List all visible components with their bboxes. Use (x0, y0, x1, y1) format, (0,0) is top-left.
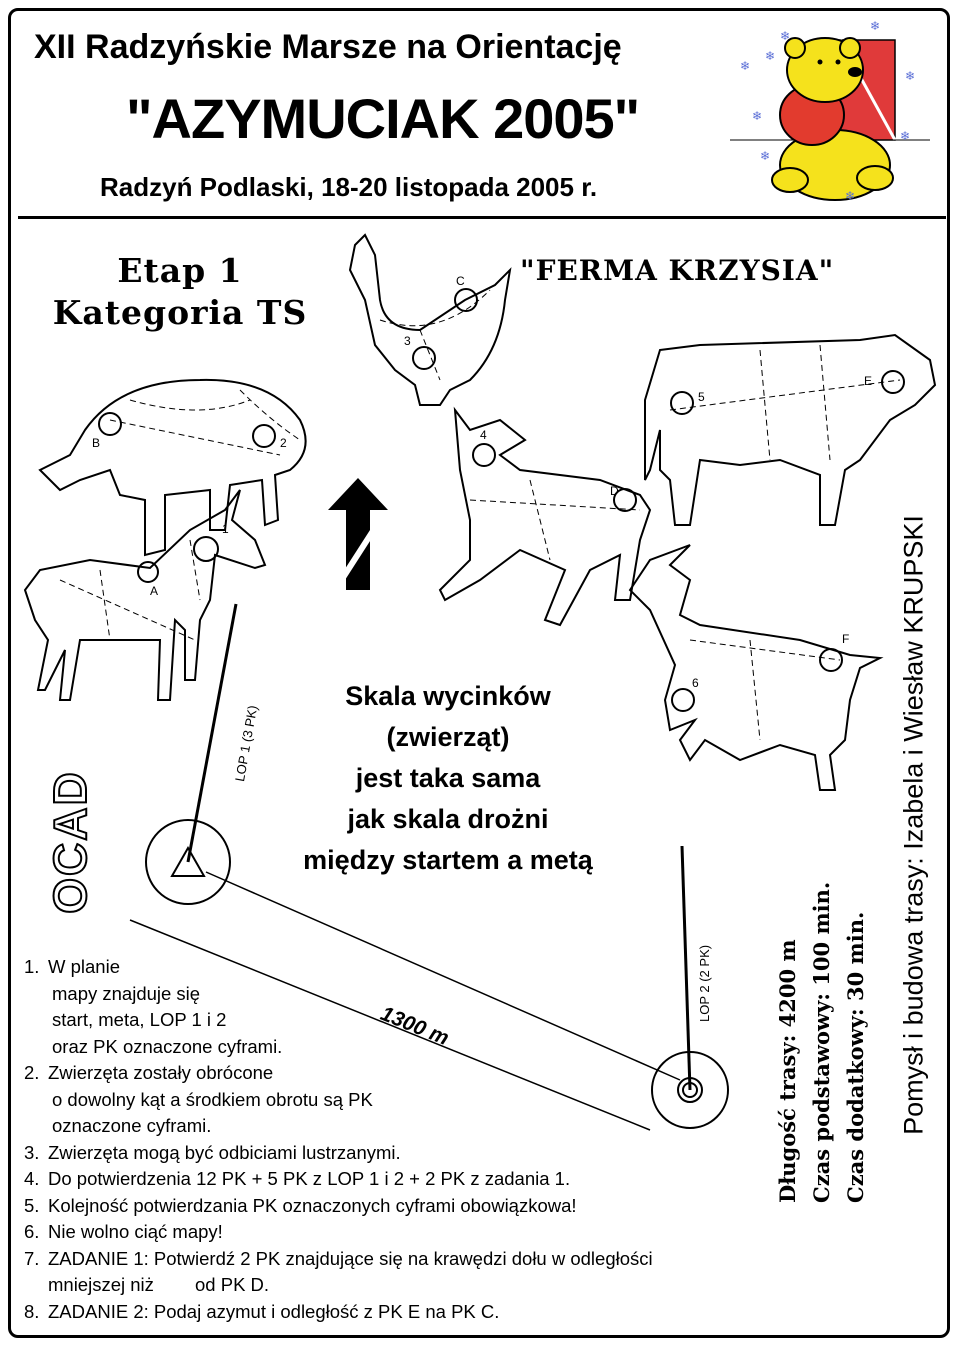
svg-text:❄: ❄ (765, 49, 776, 63)
rule-line: o dowolny kąt a środkiem obrotu są PK (52, 1088, 373, 1110)
rule-line: oraz PK oznaczone cyframi. (52, 1035, 283, 1057)
rule-text (48, 1060, 814, 1140)
scale-note-line: (zwierząt) (386, 722, 510, 752)
svg-text:❄: ❄ (752, 109, 763, 123)
point-label-1: 1 (222, 522, 229, 536)
stage-title: "FERMA KRZYSIA" (520, 254, 835, 287)
route-author: Pomysł i budowa trasy: Izabela i Wiesław KRUPSKI (898, 515, 929, 1135)
lop1-label: LOP 1 (3 PK) (232, 704, 261, 783)
rule-line: oznaczone cyframi. (52, 1115, 212, 1136)
rule-number: 2. (24, 1062, 40, 1083)
extra-time: Czas dodatkowy: 30 min. (843, 911, 868, 1203)
calf-outline (440, 410, 650, 625)
point-label-4: 4 (480, 428, 487, 442)
svg-text:❄: ❄ (870, 19, 881, 33)
distance-label: 1300 m (377, 1002, 453, 1051)
svg-text:❄: ❄ (780, 29, 791, 43)
north-arrow (328, 478, 388, 590)
pig-outline (40, 380, 306, 555)
point-label-a: A (150, 584, 159, 598)
rule-text (48, 954, 814, 1060)
svg-text:❄: ❄ (905, 69, 916, 83)
event-title: XII Radzyńskie Marsze na Orientację (34, 28, 622, 66)
rule-item (24, 1246, 814, 1299)
rule-text: Zwierzęta mogą być odbiciami lustrzanymi. (48, 1141, 401, 1163)
base-time: Czas podstawowy: 100 min. (809, 881, 834, 1203)
event-place-date: Radzyń Podlaski, 18-20 listopada 2005 r. (100, 172, 598, 202)
lop2-label: LOP 2 (2 PK) (697, 944, 712, 1022)
rule-line: mapy znajduje się (52, 982, 201, 1004)
point-label-e: E (864, 374, 873, 388)
point-label-5: 5 (698, 390, 705, 404)
rule-number: 7. (24, 1247, 40, 1269)
rule-line: mniejszej niż od PK D. (48, 1274, 270, 1295)
rule-text: Nie wolno ciąć mapy! (48, 1221, 223, 1242)
rule-text (48, 1246, 814, 1299)
ocad-logo: OCAD (44, 770, 96, 914)
rule-item (24, 954, 814, 1060)
rule-text: Kolejność potwierdzania PK oznaczonych cyframi obowiązkowa! (48, 1194, 577, 1216)
rule-number: 5. (24, 1194, 40, 1216)
rule-item (24, 1060, 814, 1140)
svg-text:❄: ❄ (740, 59, 751, 73)
scale-note-line: między startem a metą (303, 845, 593, 875)
rule-line: ZADANIE 1: Potwierdź 2 PK znajdujące się na krawędzi dołu w odległości (48, 1247, 653, 1269)
svg-text:❄: ❄ (900, 129, 911, 143)
rule-number: 8. (24, 1300, 40, 1322)
rule-line: W planie (48, 956, 120, 977)
rule-number: 4. (24, 1168, 40, 1189)
rules-list (24, 954, 814, 1325)
rule-line: Zwierzęta zostały obrócone (48, 1062, 274, 1083)
rule-line: start, meta, LOP 1 i 2 (52, 1009, 227, 1030)
point-label-f: F (842, 632, 850, 646)
rule-item (24, 1166, 814, 1193)
rule-number: 1. (24, 956, 40, 977)
scale-note-line: jest taka sama (355, 763, 541, 793)
rule-item (24, 1140, 814, 1167)
rule-item (24, 1219, 814, 1246)
rule-number: 6. (24, 1221, 40, 1242)
point-label-6: 6 (692, 676, 699, 690)
rule-number: 3. (24, 1141, 40, 1163)
point-label-d: D (610, 484, 619, 498)
event-name: "AZYMUCIAK 2005" (126, 87, 640, 150)
svg-text:❄: ❄ (760, 149, 771, 163)
rule-item (24, 1299, 814, 1326)
route-info (771, 843, 873, 1203)
point-label-b: B (92, 436, 101, 450)
route-length: Długość trasy: 4200 m (775, 939, 800, 1203)
point-label-2: 2 (280, 436, 287, 450)
rule-text: Do potwierdzenia 12 PK + 5 PK z LOP 1 i 2 + 2 PK z zadania 1. (48, 1168, 571, 1189)
svg-text:❄: ❄ (845, 189, 856, 203)
scale-note (258, 676, 638, 881)
hen-outline (350, 235, 510, 405)
scale-note-line: Skala wycinków (345, 681, 551, 711)
point-label-3: 3 (404, 334, 411, 348)
rule-text: ZADANIE 2: Podaj azymut i odległość z PK E na PK C. (48, 1300, 500, 1322)
scale-note-line: jak skala drożni (347, 804, 549, 834)
bull-outline (645, 335, 935, 525)
stage-number: Etap 1 (117, 251, 243, 290)
goat-outline (630, 545, 880, 790)
point-label-c: C (456, 274, 465, 288)
rule-item (24, 1193, 814, 1220)
stage-category: Kategoria TS (52, 293, 308, 332)
